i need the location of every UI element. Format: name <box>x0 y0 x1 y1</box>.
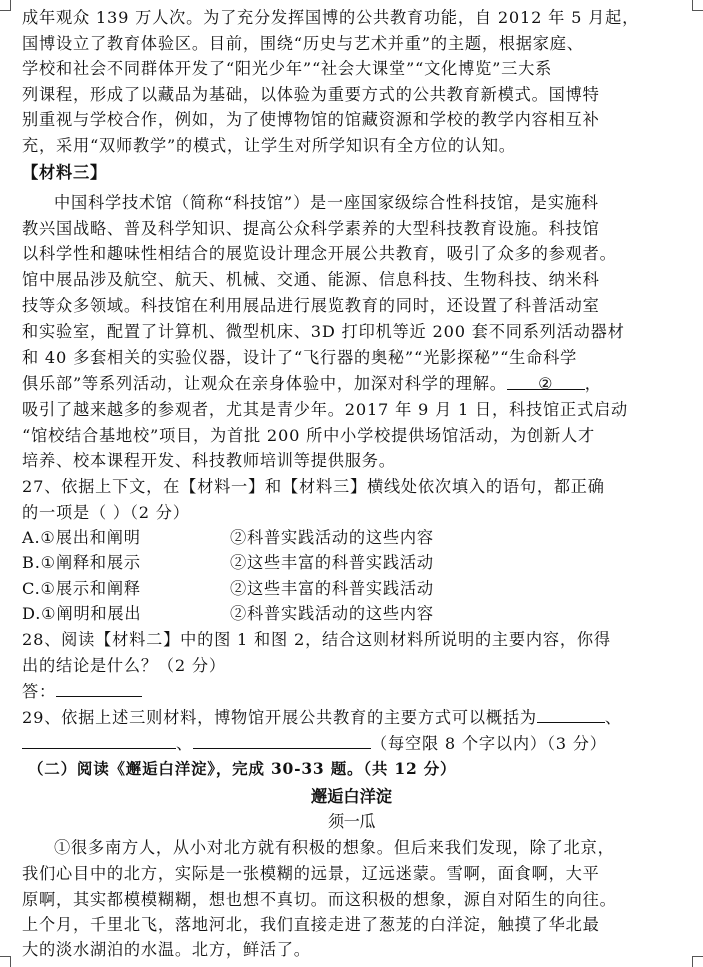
separator: 、 <box>604 708 622 727</box>
q29-note: （每空限 8 个字以内）（3 分） <box>371 734 607 753</box>
q28-answer-row <box>22 679 142 703</box>
article-line: 原啊，其实都模模糊糊，想也想不真切。而这积极的想象，源自对陌生的向往。 <box>22 890 617 909</box>
q29-line1 <box>22 705 622 729</box>
option-part-1: A.①展出和阐明 <box>22 528 141 547</box>
separator: 、 <box>176 734 193 753</box>
blank-marker: ② <box>538 374 554 393</box>
article-title: 邂逅白洋淀 <box>311 787 392 806</box>
fill-blank-2[interactable] <box>507 372 585 393</box>
option-part-2: ②科普实践活动的这些内容 <box>230 604 434 623</box>
answer-label: 答： <box>22 682 56 701</box>
q29-stem: 29、依据上述三则材料，博物馆开展公共教育的主要方式可以概括为 <box>22 708 537 727</box>
q28-stem: 出的结论是什么？（2 分） <box>22 656 226 675</box>
crop-mark-bottom-left <box>0 956 11 967</box>
q29-blank-2[interactable] <box>22 731 176 749</box>
section-heading: （二）阅读《邂逅白洋淀》，完成 30-33 题。（共 12 分） <box>28 759 457 778</box>
material3-line: 和实验室，配置了计算机、微型机床、3D 打印机等近 200 套不同系列活动器材 <box>22 322 625 341</box>
q27-stem: 27、依据上下文，在【材料一】和【材料三】横线处依次填入的语句，都正确 <box>22 477 605 496</box>
material3-line: 吸引了越来越多的参观者，尤其是青少年。2017 年 9 月 1 日，科技馆正式启动 <box>22 400 628 419</box>
q29-blank-1[interactable] <box>537 705 605 723</box>
material3-line: 技等众多领域。科技馆在利用展品进行展览教育的同时，还设置了科普活动室 <box>22 296 600 315</box>
material3-line-text: ， <box>584 374 602 393</box>
option-part-1: B.①阐释和展示 <box>22 553 141 572</box>
article-line: 大的淡水湖泊的水温。北方，鲜活了。 <box>22 940 311 959</box>
material3-line: 以科学性和趣味性相结合的展览设计理念开展公共教育，吸引了众多的参观者。 <box>22 244 617 263</box>
material3-line-text: 俱乐部”等系列活动，让观众在亲身体验中，加深对科学的理解。 <box>22 374 507 393</box>
option-part-2: ②这些丰富的科普实践活动 <box>230 553 434 572</box>
option-part-2: ②这些丰富的科普实践活动 <box>230 579 434 598</box>
q27-option-c[interactable] <box>22 577 434 601</box>
option-part-1: C.①展示和阐释 <box>22 579 141 598</box>
material3-line: 馆中展品涉及航空、航天、机械、交通、能源、信息科技、生物科技、纳米科 <box>22 270 600 289</box>
q27-stem: 的一项是（ ）（2 分） <box>22 503 190 522</box>
article-line: ①很多南方人，从小对北方就有积极的想象。但后来我们发现，除了北京， <box>54 838 615 857</box>
crop-mark-top-right <box>692 0 703 11</box>
q27-option-b[interactable] <box>22 551 434 575</box>
material3-line: 培养、校本课程开发、科技教师培训等提供服务。 <box>22 451 396 470</box>
q29-line2 <box>22 731 607 755</box>
paragraph-line: 国博设立了教育体验区。目前，围绕“历史与艺术并重”的主题，根据家庭、 <box>22 34 584 53</box>
paragraph-line: 充，采用“双师教学”的模式，让学生对所学知识有全方位的认知。 <box>22 136 516 155</box>
paragraph-line: 学校和社会不同群体开发了“阳光少年”“社会大课堂”“文化博览”三大系 <box>22 59 553 78</box>
material3-line-with-blank <box>22 372 602 396</box>
paragraph-line: 列课程，形成了以藏品为基础，以体验为重要方式的公共教育新模式。国博特 <box>22 85 600 104</box>
material3-heading: 【材料三】 <box>22 163 107 182</box>
option-part-1: D.①阐明和展出 <box>22 604 142 623</box>
q27-option-d[interactable] <box>22 602 434 626</box>
q28-stem: 28、阅读【材料二】中的图 1 和图 2，结合这则材料所说明的主要内容，你得 <box>22 630 611 649</box>
q27-option-a[interactable] <box>22 526 434 550</box>
q28-answer-blank[interactable] <box>56 679 142 697</box>
article-line: 我们心目中的北方，实际是一张模糊的远景，辽远迷蒙。雪啊，面食啊，大平 <box>22 864 600 883</box>
material3-line: 中国科学技术馆（简称“科技馆”）是一座国家级综合性科技馆，是实施科 <box>54 193 599 212</box>
crop-mark-top-left <box>0 0 11 11</box>
q29-blank-3[interactable] <box>193 731 371 749</box>
material3-line: 教兴国战略、普及科学知识、提高公众科学素养的大型科技教育设施。科技馆 <box>22 219 600 238</box>
crop-mark-bottom-right <box>692 956 703 967</box>
article-author: 须一瓜 <box>328 812 375 831</box>
material3-line: 和 40 多套相关的实验仪器，设计了“飞行器的奥秘”“光影探秘”“生命科学 <box>22 348 578 367</box>
paragraph-line: 别重视与学校合作，例如，为了使博物馆的馆藏资源和学校的教学内容相互补 <box>22 110 600 129</box>
material3-line: “馆校结合基地校”项目，为首批 200 所中小学校提供场馆活动，为创新人才 <box>22 426 595 445</box>
option-part-2: ②科普实践活动的这些内容 <box>230 528 434 547</box>
article-line: 上个月，千里北飞，落地河北，我们直接走进了葱茏的白洋淀，触摸了华北最 <box>22 915 600 934</box>
paragraph-line: 成年观众 139 万人次。为了充分发挥国博的公共教育功能，自 2012 年 5 月起， <box>22 8 640 27</box>
